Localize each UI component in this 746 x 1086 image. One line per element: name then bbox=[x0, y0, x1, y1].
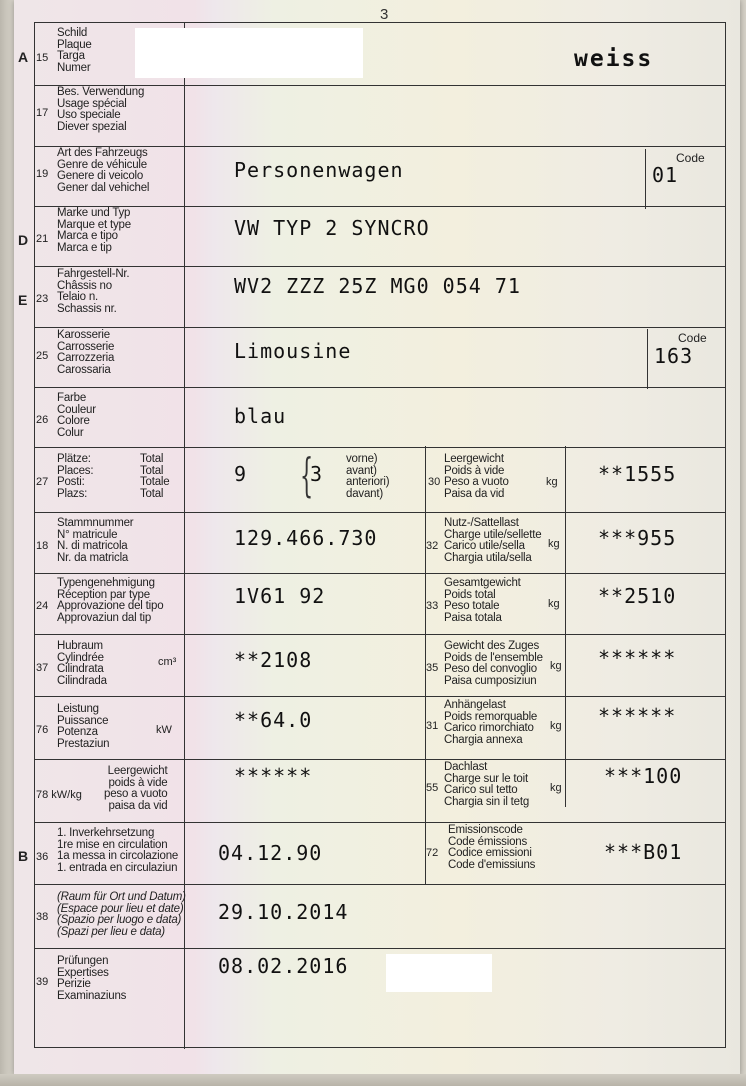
redacted-stamp bbox=[386, 954, 492, 992]
page-edge bbox=[0, 0, 14, 1086]
seats-front-value: 3 bbox=[310, 462, 324, 486]
field-number-15: 15 bbox=[36, 52, 49, 64]
field-label-15: Schild Plaque Targa Numer bbox=[57, 27, 92, 74]
section-letter-a: A bbox=[18, 49, 29, 65]
row-divider bbox=[35, 759, 725, 760]
field-label-32: Nutz-/Sattellast Charge utile/sellette Carico utile/sella Chargia utila/sella bbox=[444, 517, 542, 564]
row-divider bbox=[35, 387, 725, 388]
row-divider bbox=[35, 512, 725, 513]
color-value: blau bbox=[234, 404, 287, 428]
train-weight-value: ****** bbox=[598, 646, 677, 670]
make-model-value: VW TYP 2 SYNCRO bbox=[234, 216, 430, 240]
vehicle-type-value: Personenwagen bbox=[234, 158, 404, 182]
field-number-31: 31 bbox=[426, 720, 439, 732]
field-number-36: 36 bbox=[36, 851, 49, 863]
row-divider bbox=[35, 884, 725, 885]
field-number-39: 39 bbox=[36, 976, 49, 988]
empty-weight-value: **1555 bbox=[598, 462, 677, 486]
kg-column-divider bbox=[565, 446, 566, 807]
unit-31: kg bbox=[550, 720, 562, 732]
field-number-17: 17 bbox=[36, 107, 49, 119]
field-label-33: Gesamtgewicht Poids total Peso totale Paisa totala bbox=[444, 577, 521, 624]
field-label-23: Fahrgestell-Nr. Châssis no Telaio n. Schassis nr. bbox=[57, 268, 130, 315]
unit-33: kg bbox=[548, 598, 560, 610]
field-number-78: 78 kW/kg bbox=[36, 789, 82, 801]
row-divider bbox=[35, 206, 725, 207]
field-label-76: Leistung Puissance Potenza Prestaziun bbox=[57, 703, 110, 750]
field-number-21: 21 bbox=[36, 233, 49, 245]
field-label-27-total: Total Total Totale Total bbox=[140, 453, 170, 500]
field-number-55: 55 bbox=[426, 782, 439, 794]
field-label-35: Gewicht des Zuges Poids de l'ensemble Peso del convoglio Paisa cumposiziun bbox=[444, 640, 543, 687]
unit-55: kg bbox=[550, 782, 562, 794]
unit-32: kg bbox=[548, 538, 560, 550]
displacement-value: **2108 bbox=[234, 648, 313, 672]
brace-symbol: { bbox=[300, 448, 314, 502]
field-label-17: Bes. Verwendung Usage spécial Uso speciale Diever spezial bbox=[57, 86, 145, 133]
vehicle-type-code: 01 bbox=[652, 163, 679, 187]
row-divider bbox=[35, 948, 725, 949]
field-number-37: 37 bbox=[36, 662, 49, 674]
field-label-78: Leergewicht poids à vide peso a vuoto paisa da vid bbox=[104, 765, 168, 812]
field-label-24: Typengenehmigung Réception par type Approvazione del tipo Approvaziun dal tip bbox=[57, 577, 164, 624]
page-number: 3 bbox=[380, 6, 389, 23]
field-number-33: 33 bbox=[426, 600, 439, 612]
unit-37: cm³ bbox=[158, 656, 177, 668]
field-number-38: 38 bbox=[36, 911, 49, 923]
row-divider bbox=[35, 822, 725, 823]
place-date-value: 29.10.2014 bbox=[218, 900, 349, 924]
row-divider bbox=[35, 266, 725, 267]
roof-load-value: ***100 bbox=[604, 764, 683, 788]
field-number-19: 19 bbox=[36, 168, 49, 180]
field-number-25: 25 bbox=[36, 350, 49, 362]
field-label-55: Dachlast Charge sur le toit Carico sul tetto Chargia sin il tetg bbox=[444, 761, 530, 808]
row-divider bbox=[35, 634, 725, 635]
field-number-23: 23 bbox=[36, 293, 49, 305]
field-number-76: 76 bbox=[36, 724, 49, 736]
payload-value: ***955 bbox=[598, 526, 677, 550]
field-label-18: Stammnummer N° matricule N. di matricola Nr. da matricla bbox=[57, 517, 134, 564]
field-number-18: 18 bbox=[36, 540, 49, 552]
body-type-value: Limousine bbox=[234, 339, 352, 363]
first-registration-value: 04.12.90 bbox=[218, 841, 323, 865]
row-divider bbox=[35, 696, 725, 697]
code-box-left-25 bbox=[647, 329, 648, 389]
master-number-value: 129.466.730 bbox=[234, 526, 378, 550]
power-weight-ratio-value: ****** bbox=[234, 764, 313, 788]
field-number-26: 26 bbox=[36, 414, 49, 426]
field-label-21: Marke und Typ Marque et type Marca e tipo Marca e tip bbox=[57, 207, 131, 254]
field-number-30: 30 bbox=[428, 476, 441, 488]
field-label-72: Emissionscode Code émissions Codice emissioni Code d'emissiuns bbox=[448, 824, 536, 871]
section-letter-d: D bbox=[18, 232, 29, 248]
body-type-code: 163 bbox=[654, 344, 694, 368]
power-value: **64.0 bbox=[234, 708, 313, 732]
field-number-27: 27 bbox=[36, 476, 49, 488]
field-number-24: 24 bbox=[36, 600, 49, 612]
inspection-date-value: 08.02.2016 bbox=[218, 954, 349, 978]
field-label-30: Leergewicht Poids à vide Peso a vuoto Paisa da vid bbox=[444, 453, 509, 500]
chassis-number-value: WV2 ZZZ 25Z MG0 054 71 bbox=[234, 274, 521, 298]
seats-total-value: 9 bbox=[234, 462, 248, 486]
field-label-27-front: vorne) avant) anteriori) davant) bbox=[346, 453, 390, 500]
unit-30: kg bbox=[546, 476, 558, 488]
emission-code-value: ***B01 bbox=[604, 840, 683, 864]
code-box-left-19 bbox=[645, 149, 646, 209]
row-divider bbox=[35, 447, 725, 448]
field-number-32: 32 bbox=[426, 540, 439, 552]
gross-weight-value: **2510 bbox=[598, 584, 677, 608]
field-number-35: 35 bbox=[426, 662, 439, 674]
field-label-36: 1. Inverkehrsetzung 1re mise en circulation 1a messa in circolazione 1. entrada en circulaziun bbox=[57, 827, 179, 874]
field-label-39: Prüfungen Expertises Perizie Examinaziuns bbox=[57, 955, 127, 1002]
field-label-31: Anhängelast Poids remorquable Carico rimorchiato Chargia annexa bbox=[444, 699, 538, 746]
code-label-19: Code bbox=[676, 151, 705, 165]
field-label-19: Art des Fahrzeugs Genre de véhicule Genere di veicolo Gener dal vehichel bbox=[57, 147, 150, 194]
towing-weight-value: ****** bbox=[598, 704, 677, 728]
field-label-27: Plätze: Places: Posti: Plazs: bbox=[57, 453, 94, 500]
field-label-26: Farbe Couleur Colore Colur bbox=[57, 392, 96, 439]
unit-35: kg bbox=[550, 660, 562, 672]
section-letter-e: E bbox=[18, 292, 28, 308]
field-label-38: (Raum für Ort und Datum) (Espace pour lieu et date) (Spazio per luogo e data) (Spazi per lieu e data) bbox=[57, 891, 186, 938]
unit-76: kW bbox=[156, 724, 172, 736]
field-label-25: Karosserie Carrosserie Carrozzeria Carossaria bbox=[57, 329, 115, 376]
section-letter-b: B bbox=[18, 848, 29, 864]
field-label-37: Hubraum Cylindrée Cilindrata Cilindrada bbox=[57, 640, 107, 687]
page-bottom-edge bbox=[0, 1074, 746, 1086]
field-number-72: 72 bbox=[426, 847, 439, 859]
type-approval-value: 1V61 92 bbox=[234, 584, 326, 608]
row-divider bbox=[35, 327, 725, 328]
plate-color-value: weiss bbox=[574, 46, 654, 72]
row-divider bbox=[35, 573, 725, 574]
code-label-25: Code bbox=[678, 331, 707, 345]
redacted-plate bbox=[135, 28, 363, 78]
